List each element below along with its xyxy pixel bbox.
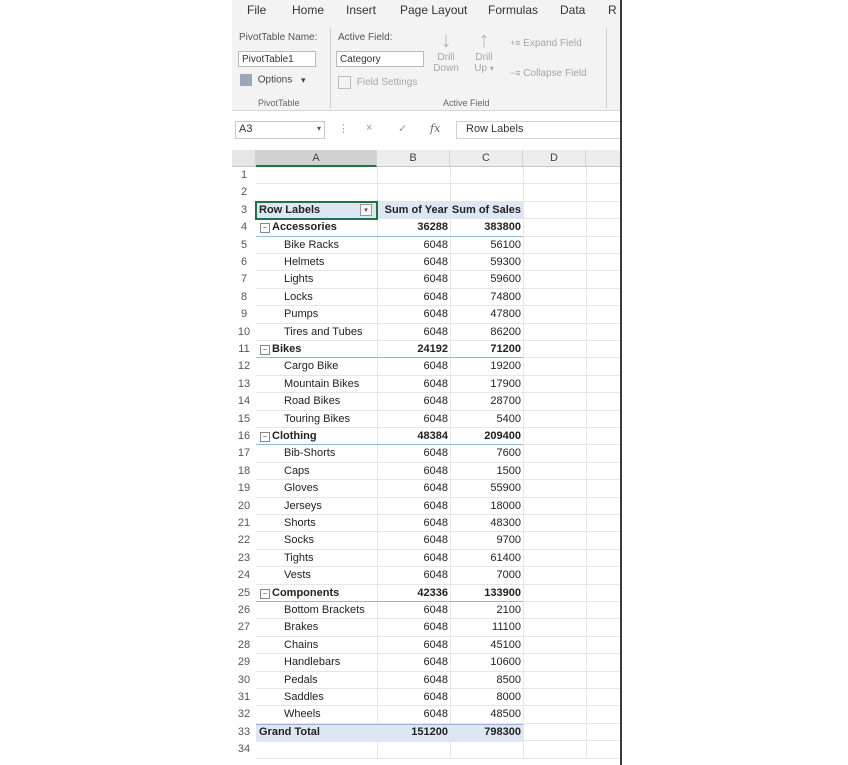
sum-of-sales-cell[interactable]: 8000 xyxy=(496,691,521,703)
sum-of-year-cell[interactable]: 6048 xyxy=(423,256,448,268)
menu-review[interactable]: R xyxy=(608,3,617,17)
column-header-c[interactable]: C xyxy=(450,150,523,167)
options-button[interactable] xyxy=(240,74,306,86)
row-header[interactable]: 9 xyxy=(232,306,256,323)
name-box[interactable] xyxy=(235,121,325,139)
category-label[interactable]: Clothing xyxy=(272,430,317,442)
sum-of-sales-cell[interactable]: 55900 xyxy=(490,482,521,495)
sum-of-year-cell[interactable]: 6048 xyxy=(423,656,448,669)
row-header[interactable]: 30 xyxy=(232,672,256,689)
row-header[interactable]: 19 xyxy=(232,480,256,497)
formula-input[interactable]: Row Labels xyxy=(456,121,622,139)
sum-of-sales-cell[interactable]: 8500 xyxy=(496,673,521,686)
row-header[interactable]: 1 xyxy=(232,167,256,184)
row-header[interactable]: 12 xyxy=(232,358,256,375)
group-label-active-field: Active Field xyxy=(443,98,490,108)
sum-of-sales-cell[interactable]: 59600 xyxy=(490,273,521,286)
row-header[interactable]: 22 xyxy=(232,532,256,549)
arrow-down-icon: ↓ xyxy=(440,27,452,52)
arrow-up-icon: ↑ xyxy=(478,27,490,52)
row-header[interactable]: 20 xyxy=(232,498,256,515)
row-header[interactable]: 5 xyxy=(232,237,256,254)
collapse-icon[interactable]: − xyxy=(260,345,270,355)
enter-icon[interactable]: ✓ xyxy=(398,123,408,135)
row-header[interactable]: 29 xyxy=(232,654,256,671)
item-label[interactable]: Locks xyxy=(284,290,313,303)
sum-of-sales-cell[interactable]: 11100 xyxy=(492,621,521,634)
sum-of-sales-cell[interactable]: 86200 xyxy=(490,325,521,338)
sum-of-year-cell[interactable]: 24192 xyxy=(417,343,448,355)
expand-field-button[interactable] xyxy=(510,38,582,49)
field-settings-button[interactable] xyxy=(338,76,417,89)
sum-of-sales-cell[interactable]: 17900 xyxy=(490,377,521,390)
pivot-header-sum-of-year[interactable]: Sum of Year xyxy=(384,203,448,216)
category-label[interactable]: Accessories xyxy=(272,221,337,234)
item-label[interactable]: Pumps xyxy=(284,308,319,321)
column-header-d[interactable]: D xyxy=(523,150,586,167)
sum-of-year-cell[interactable]: 6048 xyxy=(423,534,448,547)
active-cell-outline xyxy=(255,201,378,220)
item-label[interactable]: Lights xyxy=(284,273,314,286)
pivot-analyze-ribbon xyxy=(232,22,622,111)
item-label[interactable]: Touring Bikes xyxy=(284,412,351,425)
row-header[interactable]: 7 xyxy=(232,271,256,288)
gridline xyxy=(256,183,622,184)
row-header[interactable]: 32 xyxy=(232,706,256,723)
sum-of-year-cell[interactable]: 6048 xyxy=(423,499,448,512)
drill-up-label: Drill xyxy=(475,52,493,63)
collapse-icon[interactable]: − xyxy=(260,589,270,599)
menu-insert[interactable]: Insert xyxy=(346,3,377,17)
sum-of-sales-cell[interactable]: 7600 xyxy=(496,447,521,460)
item-label[interactable]: Caps xyxy=(284,464,310,477)
row-header[interactable]: 8 xyxy=(232,289,256,306)
item-label[interactable]: Jerseys xyxy=(284,499,322,512)
row-header[interactable]: 25 xyxy=(232,585,256,602)
sum-of-year-cell[interactable]: 6048 xyxy=(423,691,448,703)
collapse-icon[interactable]: − xyxy=(260,432,270,442)
excel-window xyxy=(232,0,622,765)
sum-of-year-cell[interactable]: 6048 xyxy=(423,238,448,251)
column-header-e[interactable] xyxy=(586,150,622,167)
sum-of-year-cell[interactable]: 6048 xyxy=(423,325,448,338)
row-header[interactable]: 18 xyxy=(232,463,256,480)
select-all-corner[interactable] xyxy=(232,150,256,167)
drill-down-label-2: Down xyxy=(433,63,459,74)
item-label[interactable]: Socks xyxy=(284,534,314,547)
drill-up-label-2: Up ▾ xyxy=(474,63,494,74)
item-label[interactable]: Tires and Tubes xyxy=(284,325,363,338)
collapse-field-label: Collapse Field xyxy=(523,68,587,79)
sum-of-year-cell[interactable]: 6048 xyxy=(423,638,448,651)
item-label[interactable]: Chains xyxy=(284,638,319,651)
drill-down-button[interactable] xyxy=(432,28,460,74)
menu-data[interactable]: Data xyxy=(560,3,586,17)
row-header[interactable]: 24 xyxy=(232,567,256,584)
sum-of-sales-cell[interactable]: 74800 xyxy=(490,290,521,303)
sum-of-sales-cell[interactable]: 2100 xyxy=(496,604,521,616)
pivot-name-label: PivotTable Name: xyxy=(239,32,318,43)
sum-of-sales-cell[interactable]: 48300 xyxy=(490,517,521,529)
name-box-value: A3 xyxy=(239,123,253,135)
ribbon-separator-2 xyxy=(606,28,607,108)
sum-of-year-cell[interactable]: 6048 xyxy=(423,621,448,634)
row-header[interactable]: 11 xyxy=(232,341,256,358)
filter-dropdown-button[interactable]: ▾ xyxy=(360,204,372,216)
sum-of-year-cell[interactable]: 36288 xyxy=(417,221,448,234)
pivot-name-input[interactable]: PivotTable1 xyxy=(238,51,316,67)
sum-of-year-cell[interactable]: 6048 xyxy=(423,569,448,582)
sum-of-sales-cell[interactable]: 71200 xyxy=(490,343,521,355)
group-label-pivottable: PivotTable xyxy=(258,98,300,108)
field-settings-label: Field Settings xyxy=(356,77,418,89)
expand-field-label: Expand Field xyxy=(523,38,582,49)
sum-of-year-cell[interactable]: 6048 xyxy=(423,482,448,495)
sum-of-year-cell[interactable]: 6048 xyxy=(423,360,448,373)
options-label: Options xyxy=(257,74,293,86)
sum-of-year-cell[interactable]: 6048 xyxy=(423,604,448,616)
sum-of-year-cell[interactable]: 6048 xyxy=(423,447,448,460)
item-label[interactable]: Mountain Bikes xyxy=(284,377,360,390)
sum-of-sales-cell[interactable]: 47800 xyxy=(490,308,521,321)
row-header[interactable]: 31 xyxy=(232,689,256,706)
row-header[interactable]: 17 xyxy=(232,445,256,462)
column-header-b[interactable]: B xyxy=(377,150,450,167)
chevron-down-icon: ▾ xyxy=(301,74,306,85)
item-label[interactable]: Wheels xyxy=(284,708,321,721)
sum-of-year-cell[interactable]: 6048 xyxy=(423,308,448,321)
sum-of-sales-cell[interactable]: 56100 xyxy=(490,238,521,251)
row-header[interactable]: 34 xyxy=(232,741,256,758)
row-header[interactable]: 3 xyxy=(232,202,256,219)
item-label[interactable]: Bike Racks xyxy=(284,238,340,251)
more-options-icon: ⋮ xyxy=(338,123,349,135)
menu-file[interactable]: File xyxy=(247,3,267,17)
item-label[interactable]: Tights xyxy=(284,551,314,564)
item-label[interactable]: Vests xyxy=(284,569,311,582)
item-label[interactable]: Bottom Brackets xyxy=(284,604,365,616)
row-header[interactable]: 27 xyxy=(232,619,256,636)
expand-field-icon: +≡ xyxy=(510,38,521,48)
drill-up-button[interactable] xyxy=(470,28,498,74)
sum-of-year-cell[interactable]: 48384 xyxy=(417,430,448,442)
row-header[interactable]: 33 xyxy=(232,724,256,741)
row-header[interactable]: 13 xyxy=(232,376,256,393)
gridline xyxy=(256,758,622,759)
item-label[interactable]: Gloves xyxy=(284,482,319,495)
sum-of-sales-cell[interactable]: 5400 xyxy=(496,412,521,425)
sum-of-year-cell[interactable]: 6048 xyxy=(423,273,448,286)
sum-of-year-cell[interactable]: 6048 xyxy=(423,412,448,425)
menu-page-layout[interactable]: Page Layout xyxy=(400,3,468,17)
grand-total-year[interactable]: 151200 xyxy=(411,725,448,738)
sum-of-sales-cell[interactable]: 18000 xyxy=(490,499,521,512)
sum-of-sales-cell[interactable]: 10600 xyxy=(490,656,521,669)
category-label[interactable]: Bikes xyxy=(272,343,302,355)
ribbon-separator xyxy=(330,28,331,108)
row-header[interactable]: 26 xyxy=(232,602,256,619)
sum-of-sales-cell[interactable]: 133900 xyxy=(484,586,521,599)
formula-bar xyxy=(232,118,622,142)
item-label[interactable]: Handlebars xyxy=(284,656,341,669)
menu-formulas[interactable]: Formulas xyxy=(488,3,539,17)
drill-down-label: Drill xyxy=(437,52,455,63)
collapse-field-icon: −≡ xyxy=(510,68,521,78)
item-label[interactable]: Shorts xyxy=(284,517,316,529)
item-label[interactable]: Bib-Shorts xyxy=(284,447,336,460)
collapse-field-button[interactable] xyxy=(510,68,587,79)
sum-of-sales-cell[interactable]: 383800 xyxy=(484,221,521,234)
menu-home[interactable]: Home xyxy=(292,3,325,17)
sum-of-sales-cell[interactable]: 9700 xyxy=(496,534,521,547)
cancel-icon[interactable]: × xyxy=(366,122,373,134)
row-header[interactable]: 6 xyxy=(232,254,256,271)
item-label[interactable]: Pedals xyxy=(284,673,318,686)
chevron-down-icon: ▾ xyxy=(316,124,321,133)
sum-of-sales-cell[interactable]: 61400 xyxy=(490,551,521,564)
sum-of-sales-cell[interactable]: 7000 xyxy=(496,569,521,582)
row-header[interactable]: 14 xyxy=(232,393,256,410)
row-header[interactable]: 2 xyxy=(232,184,256,201)
category-label[interactable]: Components xyxy=(272,586,340,599)
row-header[interactable]: 21 xyxy=(232,515,256,532)
sum-of-year-cell[interactable]: 42336 xyxy=(417,586,448,599)
item-label[interactable]: Brakes xyxy=(284,621,319,634)
field-settings-icon xyxy=(338,76,351,89)
sum-of-sales-cell[interactable]: 209400 xyxy=(484,430,521,442)
sum-of-year-cell[interactable]: 6048 xyxy=(423,290,448,303)
pivot-header-sum-of-sales[interactable]: Sum of Sales xyxy=(451,203,521,216)
row-header[interactable]: 4 xyxy=(232,219,256,236)
item-label[interactable]: Helmets xyxy=(284,256,325,268)
sum-of-sales-cell[interactable]: 28700 xyxy=(490,395,521,408)
column-header-a[interactable]: A xyxy=(256,150,377,167)
row-header[interactable]: 10 xyxy=(232,324,256,341)
grand-total-sales[interactable]: 798300 xyxy=(484,725,521,738)
insert-function-icon[interactable]: fx xyxy=(430,122,441,135)
row-header[interactable]: 15 xyxy=(232,411,256,428)
window-edge xyxy=(620,0,622,765)
sum-of-year-cell[interactable]: 6048 xyxy=(423,377,448,390)
active-field-label: Active Field: xyxy=(338,32,393,43)
item-label[interactable]: Cargo Bike xyxy=(284,360,339,373)
sum-of-sales-cell[interactable]: 1500 xyxy=(496,464,521,477)
sum-of-sales-cell[interactable]: 59300 xyxy=(490,256,521,268)
sum-of-year-cell[interactable]: 6048 xyxy=(423,464,448,477)
active-field-input[interactable]: Category xyxy=(336,51,424,67)
pivot-header-row-labels[interactable]: Row Labels xyxy=(259,203,321,216)
sum-of-year-cell[interactable]: 6048 xyxy=(423,517,448,529)
sum-of-year-cell[interactable]: 6048 xyxy=(423,395,448,408)
menu-bar xyxy=(232,0,622,22)
sum-of-year-cell[interactable]: 6048 xyxy=(423,673,448,686)
collapse-icon[interactable]: − xyxy=(260,223,270,233)
spreadsheet-grid xyxy=(232,150,622,765)
gridline xyxy=(586,167,587,759)
row-header[interactable]: 23 xyxy=(232,550,256,567)
sum-of-sales-cell[interactable]: 19200 xyxy=(490,360,521,373)
sum-of-year-cell[interactable]: 6048 xyxy=(423,551,448,564)
sum-of-sales-cell[interactable]: 45100 xyxy=(490,638,521,651)
gridline xyxy=(523,167,524,759)
sum-of-sales-cell[interactable]: 48500 xyxy=(490,708,521,721)
row-header[interactable]: 16 xyxy=(232,428,256,445)
item-label[interactable]: Saddles xyxy=(284,691,324,703)
options-icon xyxy=(240,74,252,86)
item-label[interactable]: Road Bikes xyxy=(284,395,341,408)
row-header[interactable]: 28 xyxy=(232,637,256,654)
grand-total-label[interactable]: Grand Total xyxy=(259,725,320,738)
sum-of-year-cell[interactable]: 6048 xyxy=(423,708,448,721)
